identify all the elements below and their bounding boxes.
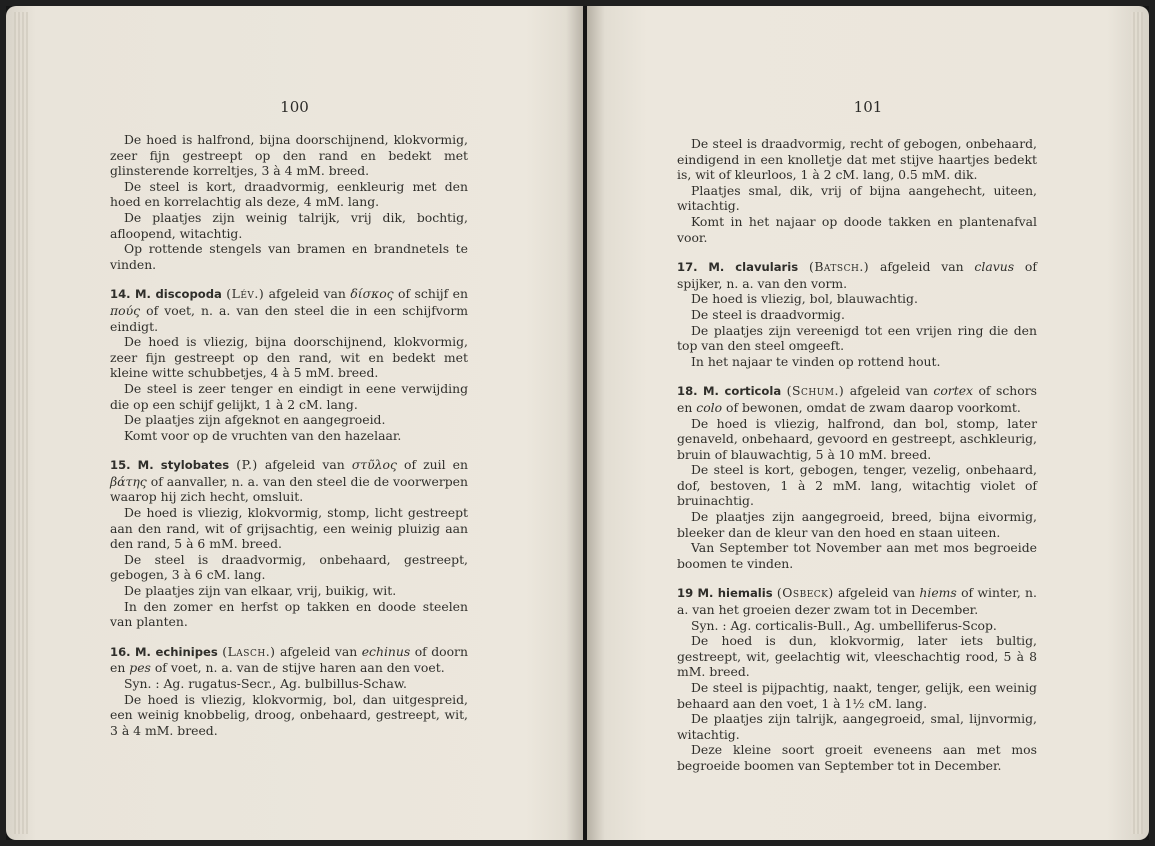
entry-heading — [110, 644, 468, 676]
etymology-text: of spijker, n. a. van den vorm. — [677, 259, 1037, 291]
paragraph: Syn. : Ag. rugatus-Secr., Ag. bulbillus-Schaw. — [124, 676, 407, 691]
page-text — [110, 132, 468, 738]
entry-number: 18. — [677, 384, 698, 399]
paragraph: Van September tot November aan met mos begroeide boomen te vinden. — [677, 540, 1037, 571]
paragraph: Op rottende stengels van bramen en brandnetels te vinden. — [110, 241, 468, 272]
author: (Osbeck) — [776, 585, 834, 601]
etymology-text: afgeleid van — [275, 643, 362, 659]
etymology-text: of doorn en — [110, 643, 468, 676]
entry-number: 14. — [110, 287, 131, 302]
etymology-text: afgeleid van — [264, 286, 351, 302]
etymology-word: clavus — [974, 259, 1015, 275]
page-number: 101 — [853, 98, 883, 116]
paragraph: De hoed is vliezig, bol, blauwachtig. — [691, 291, 918, 307]
author: (Lasch.) — [222, 643, 276, 659]
etymology-text: of voet, n. a. van de stijve haren aan den voet. — [150, 660, 445, 676]
paragraph: De plaatjes zijn vereenigd tot een vrijen ring die den top van den steel omgeeft. — [677, 322, 1037, 354]
etymology-text: of schors en — [677, 383, 1037, 415]
paragraph: De plaatjes zijn van elkaar, vrij, buikig, wit. — [124, 583, 397, 599]
etymology-text: of voet, n. a. van den steel die in een schijfvorm eindigt. — [110, 302, 468, 334]
entry-number: 15. — [110, 458, 131, 473]
author: (P.) — [236, 457, 258, 473]
entry-number: 17. — [677, 260, 698, 275]
species-name: M. clavularis — [708, 260, 799, 275]
etymology-word: στῦλος — [351, 457, 397, 473]
author: (Schum.) — [786, 383, 845, 399]
paragraph: De steel is zeer tenger en eindigt in eene verwijding die op een schijf gelijkt, 1 à 2 cM. lang. — [110, 380, 468, 412]
etymology-text: of bewonen, omdat de zwam daarop voorkomt. — [722, 399, 1021, 415]
paragraph: De hoed is vliezig, bijna doorschijnend, klokvormig, zeer fijn gestreept op den rand, wit en bedekt met kleine witte schubbetjes, 4 à 5 mM. breed. — [110, 334, 468, 381]
paragraph: De hoed is dun, klokvormig, later iets bultig, gestreept, wit, geelachtig wit, vleeschachtig rood, 5 à 8 mM. breed. — [677, 633, 1037, 680]
species-name: M. echinipes — [135, 644, 218, 659]
paragraph: In het najaar te vinden op rottend hout. — [691, 353, 941, 369]
etymology-text: afgeleid van — [869, 259, 975, 275]
paragraph: Komt in het najaar op doode takken en plantenafval voor. — [677, 213, 1037, 245]
species-entry-18 — [677, 383, 1037, 571]
paragraph: De hoed is halfrond, bijna doorschijnend, klokvormig, zeer fijn gestreept op den rand en bedekt met glinsterende korreltjes, 3 à 4 mM. breed. — [110, 132, 468, 179]
page-edge — [1131, 12, 1143, 834]
book-spread — [6, 6, 1149, 840]
page-text — [677, 136, 1037, 774]
species-name: M. corticola — [703, 384, 782, 399]
species-entry-14 — [110, 286, 468, 443]
etymology-word: pes — [129, 660, 151, 676]
etymology-text: afgeleid van — [257, 457, 352, 473]
etymology-text: of schijf en — [393, 286, 468, 302]
paragraph: In den zomer en herfst op takken en doode steelen van planten. — [110, 598, 468, 630]
paragraph: De hoed is vliezig, halfrond, dan bol, stomp, later genaveld, onbehaard, gevoord en gestreept, aschkleurig, bruin of blauwachtig, 5 à 10 mM. breed. — [677, 415, 1037, 462]
author: (Lév.) — [226, 286, 265, 302]
author: (Batsch.) — [808, 259, 870, 275]
paragraph: De plaatjes zijn weinig talrijk, vrij dik, bochtig, afloopend, witachtig. — [110, 209, 468, 241]
paragraph: De plaatjes zijn aangegroeid, breed, bijna eivormig, bleeker dan de kleur van den hoed en staan uiteen. — [677, 509, 1037, 540]
paragraph: De hoed is vliezig, klokvormig, bol, dan uitgespreid, een weinig knobbelig, droog, onbehaard, gestreept, wit, 3 à 4 mM. breed. — [110, 691, 468, 738]
paragraph: Syn. : Ag. corticalis-Bull., Ag. umbelliferus-Scop. — [691, 617, 997, 633]
page-number: 100 — [280, 98, 309, 116]
etymology-word: cortex — [933, 383, 974, 399]
paragraph: De steel is kort, draadvormig, eenkleurig met den hoed en korrelachtig als deze, 4 mM. lang. — [110, 178, 468, 210]
etymology-word: echinus — [361, 643, 411, 659]
entry-number: 16. — [110, 644, 131, 659]
paragraph: De steel is kort, gebogen, tenger, vezelig, onbehaard, dof, bestoven, 1 à 2 mM. lang, witachtig violet of bruinachtig. — [677, 462, 1037, 509]
paragraph: Plaatjes smal, dik, vrij of bijna aangehecht, uiteen, witachtig. — [677, 182, 1037, 214]
right-page — [587, 6, 1149, 840]
etymology-text: of zuil en — [396, 457, 468, 473]
species-name: M. hiemalis — [697, 586, 773, 601]
left-page — [6, 6, 583, 840]
species-entry-17 — [677, 259, 1037, 369]
paragraph: De steel is draadvormig, onbehaard, gestreept, gebogen, 3 à 6 cM. lang. — [110, 551, 468, 583]
etymology-word: colo — [696, 399, 723, 415]
paragraph: De steel is pijpachtig, naakt, tenger, gelijk, een weinig behaard aan den voet, 1 à 1½ cM. lang. — [677, 680, 1037, 711]
paragraph: De plaatjes zijn afgeknot en aangegroeid. — [124, 412, 386, 428]
species-entry-19 — [677, 585, 1037, 773]
page-edge — [14, 12, 28, 834]
species-name: M. discopoda — [134, 287, 222, 302]
entry-heading — [677, 585, 1037, 617]
etymology-word: δίσκος — [350, 286, 394, 302]
entry-heading — [110, 286, 468, 334]
paragraph: De steel is draadvormig. — [691, 306, 845, 322]
etymology-word: hiems — [919, 585, 957, 601]
etymology-word: πούς — [110, 302, 141, 318]
etymology-word: βάτης — [110, 473, 147, 489]
etymology-text: of winter, n. a. van het groeien dezer zwam tot in December. — [677, 585, 1037, 618]
etymology-text: of aanvaller, n. a. van den steel die de voorwerpen waarop hij zich hecht, omsluit. — [110, 473, 468, 505]
species-name: M. stylobates — [137, 458, 230, 473]
etymology-text: afgeleid van — [844, 383, 934, 399]
paragraph: De hoed is vliezig, klokvormig, stomp, licht gestreept aan den rand, wit of grijsachtig, een weinig pluizig aan den rand, 5 à 6 mM. breed. — [110, 505, 468, 552]
etymology-text: afgeleid van — [833, 585, 920, 601]
paragraph: Komt voor op de vruchten van den hazelaar. — [124, 427, 402, 443]
entry-heading — [677, 383, 1037, 415]
entry-heading — [677, 259, 1037, 291]
species-entry-16 — [110, 644, 468, 739]
entry-heading — [110, 457, 468, 505]
paragraph: De plaatjes zijn talrijk, aangegroeid, smal, lijnvormig, witachtig. — [677, 711, 1037, 742]
species-entry-15 — [110, 457, 468, 630]
entry-number: 19 — [677, 586, 694, 601]
paragraph: Deze kleine soort groeit eveneens aan met mos begroeide boomen van September tot in December. — [677, 742, 1037, 773]
paragraph: De steel is draadvormig, recht of gebogen, onbehaard, eindigend in een knolletje dat met stijve haartjes bedekt is, wit of kleurloos, 1 à 2 cM. lang, 0.5 mM. dik. — [677, 136, 1037, 183]
